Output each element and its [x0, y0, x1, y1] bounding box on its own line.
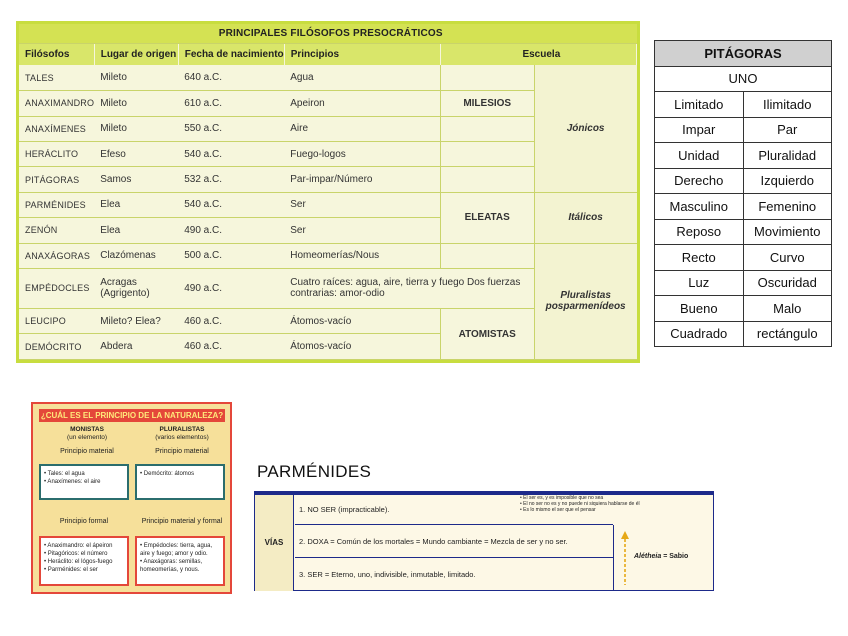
school-cell-empty: [440, 243, 534, 268]
material-left-label: Principio material: [60, 448, 114, 455]
group-italicos: Itálicos: [534, 192, 636, 243]
parmenides-title: PARMÉNIDES: [257, 462, 372, 481]
header-fecha: Fecha de nacimiento: [178, 43, 284, 65]
table-row: [19, 243, 637, 268]
header-lugar: Lugar de origen: [94, 43, 178, 65]
birth-date: 460 a.C.: [178, 309, 284, 334]
school-eleatas: ELEATAS: [440, 192, 534, 243]
pluralistas-label: PLURALISTAS: [159, 426, 205, 433]
principle: Fuego-logos: [284, 141, 440, 166]
formal-left-label: Principio formal: [59, 518, 109, 525]
school-milesios: MILESIOS: [440, 91, 534, 116]
way-text: 1. NO SER (impracticable).: [299, 505, 390, 514]
note-item: • El ser es, y es imposible que no sea: [520, 495, 604, 501]
opposite-left: Bueno: [655, 296, 744, 322]
monistas-sub: (un elemento): [66, 434, 108, 441]
pluralistas-material-box: [135, 464, 225, 500]
aletheia-cell: [613, 525, 714, 591]
place-of-origin: Elea: [94, 218, 178, 243]
aletheia-label: [634, 553, 688, 560]
group-jonicos: Jónicos: [534, 65, 636, 192]
birth-date: 550 a.C.: [178, 116, 284, 141]
opposite-right: Izquierdo: [743, 168, 832, 194]
principle: Par-impar/Número: [284, 167, 440, 192]
opposite-right: Par: [743, 117, 832, 143]
presocratics-table: [19, 24, 637, 360]
principle: Cuatro raíces: agua, aire, tierra y fuego Dos fuerzas contrarias: amor-odio: [284, 268, 534, 308]
table-row: [655, 194, 832, 220]
presocratics-table-frame: [16, 21, 640, 363]
opposite-right: Movimiento: [743, 219, 832, 245]
formal-right-label: Principio material y formal: [141, 518, 223, 525]
principle: Átomos-vacío: [284, 334, 440, 360]
place-of-origin: Abdera: [94, 334, 178, 360]
list-item: • Heráclito: el lógos-fuego: [44, 559, 113, 565]
list-item: aire y fuego; amor y odio.: [140, 551, 208, 557]
monistas-heading: [47, 426, 127, 442]
pythagoras-table: [654, 40, 832, 347]
list-item: • Parménides: el ser: [44, 567, 98, 573]
opposite-right: Femenino: [743, 194, 832, 220]
opposite-right: Curvo: [743, 245, 832, 271]
list-item: • Anaxímenes: el aire: [44, 479, 101, 485]
way-text: 2. DOXA = Común de los mortales = Mundo cambiante = Mezcla de ser y no ser.: [299, 536, 568, 546]
table-row: [655, 143, 832, 169]
table-row: [655, 168, 832, 194]
school-cell-empty: [440, 167, 534, 192]
school-cell-empty: [440, 65, 534, 90]
way-row-ser: [295, 558, 613, 591]
philosopher-name: PARMÉNIDES: [19, 192, 94, 217]
school-cell-empty: [440, 141, 534, 166]
note-item: • El no ser no es y no puede ni siquiera hablarse de él: [520, 501, 640, 507]
monistas-formal-box: [39, 536, 129, 586]
place-of-origin: Efeso: [94, 141, 178, 166]
list-item: • Anaxágoras: semillas,: [140, 559, 203, 565]
list-item: homeomerías, y nous.: [140, 567, 200, 573]
birth-date: 500 a.C.: [178, 243, 284, 268]
table-header-row: [19, 43, 637, 65]
header-principios: Principios: [284, 43, 440, 65]
place-of-origin: Mileto: [94, 65, 178, 90]
table-row: [19, 192, 637, 217]
place-of-origin: Acragas (Agrigento): [94, 268, 178, 308]
philosopher-name: LEUCIPO: [19, 309, 94, 334]
note-item: • Es lo mismo el ser que el pensar: [520, 507, 596, 513]
monistas-label: MONISTAS: [70, 426, 104, 433]
opposite-right: rectángulo: [743, 321, 832, 347]
place-of-origin: Clazómenas: [94, 243, 178, 268]
philosopher-name: ANAXIMANDRO: [19, 91, 94, 116]
nature-principle-card: [31, 402, 232, 594]
header-escuela: Escuela: [440, 43, 636, 65]
vias-label: VÍAS: [255, 495, 294, 591]
table-row: [655, 117, 832, 143]
table-title-row: [19, 24, 637, 43]
table-title: PRINCIPALES FILÓSOFOS PRESOCRÁTICOS: [19, 24, 637, 43]
group-pluralistas: Pluralistas posparmenídeos: [534, 243, 636, 360]
opposite-left: Impar: [655, 117, 744, 143]
aletheia-word: Alétheia: [634, 553, 662, 560]
school-atomistas: ATOMISTAS: [440, 309, 534, 360]
birth-date: 610 a.C.: [178, 91, 284, 116]
place-of-origin: Samos: [94, 167, 178, 192]
table-row: [655, 296, 832, 322]
way-text: 3. SER = Eterno, uno, indivisible, inmutable, limitado.: [299, 570, 476, 579]
principle: Átomos-vacío: [284, 309, 440, 334]
opposite-left: Recto: [655, 245, 744, 271]
philosopher-name: DEMÓCRITO: [19, 334, 94, 360]
table-row: [655, 92, 832, 118]
opposite-right: Ilimitado: [743, 92, 832, 118]
philosopher-name: ANAXÍMENES: [19, 116, 94, 141]
philosopher-name: ZENÓN: [19, 218, 94, 243]
list-item: • Empédocles: tierra, agua,: [140, 543, 213, 549]
philosopher-name: PITÁGORAS: [19, 167, 94, 192]
principle: Apeiron: [284, 91, 440, 116]
birth-date: 540 a.C.: [178, 192, 284, 217]
list-item: • Demócrito: átomos: [140, 471, 195, 477]
table-row: [655, 219, 832, 245]
opposite-right: Pluralidad: [743, 143, 832, 169]
pluralistas-formal-box: [135, 536, 225, 586]
way-row-doxa: [295, 525, 613, 558]
birth-date: 640 a.C.: [178, 65, 284, 90]
birth-date: 540 a.C.: [178, 141, 284, 166]
philosopher-name: TALES: [19, 65, 94, 90]
arrow-up-icon: [621, 531, 629, 585]
principle: Ser: [284, 218, 440, 243]
opposite-left: Unidad: [655, 143, 744, 169]
opposite-right: Oscuridad: [743, 270, 832, 296]
header-filosofos: Filósofos: [19, 43, 94, 65]
pythagoras-uno: UNO: [655, 66, 832, 92]
pluralistas-heading: [137, 426, 227, 442]
monistas-material-box: [39, 464, 129, 500]
sabio-word: = Sabio: [663, 553, 689, 560]
table-row: [655, 270, 832, 296]
opposite-left: Cuadrado: [655, 321, 744, 347]
presocratics-table-inner: [19, 24, 637, 360]
opposite-left: Masculino: [655, 194, 744, 220]
parmenides-ways-table: [254, 491, 714, 591]
place-of-origin: Elea: [94, 192, 178, 217]
birth-date: 460 a.C.: [178, 334, 284, 360]
philosopher-name: HERÁCLITO: [19, 141, 94, 166]
place-of-origin: Mileto? Elea?: [94, 309, 178, 334]
nature-principle-title: ¿CUÁL ES EL PRINCIPIO DE LA NATURALEZA?: [40, 411, 224, 420]
principle: Ser: [284, 192, 440, 217]
list-item: • Anaximandro: el ápeiron: [44, 543, 113, 549]
list-item: • Pitagóricos: el número: [44, 551, 108, 557]
pluralistas-sub: (varios elementos): [155, 434, 209, 441]
table-row: [655, 321, 832, 347]
opposite-right: Malo: [743, 296, 832, 322]
list-item: • Tales: el agua: [44, 471, 85, 477]
opposite-left: Limitado: [655, 92, 744, 118]
birth-date: 490 a.C.: [178, 218, 284, 243]
opposite-left: Reposo: [655, 219, 744, 245]
table-row: [655, 245, 832, 271]
principle: Aire: [284, 116, 440, 141]
place-of-origin: Mileto: [94, 116, 178, 141]
way-row-no-ser: [295, 495, 613, 525]
school-cell-empty: [440, 116, 534, 141]
pythagoras-title: PITÁGORAS: [655, 41, 832, 67]
opposite-left: Derecho: [655, 168, 744, 194]
principle: Homeomerías/Nous: [284, 243, 440, 268]
opposite-left: Luz: [655, 270, 744, 296]
philosopher-name: EMPÉDOCLES: [19, 268, 94, 308]
philosopher-name: ANAXÁGORAS: [19, 243, 94, 268]
material-right-label: Principio material: [155, 448, 209, 455]
place-of-origin: Mileto: [94, 91, 178, 116]
birth-date: 532 a.C.: [178, 167, 284, 192]
table-row: [19, 65, 637, 90]
principle: Agua: [284, 65, 440, 90]
birth-date: 490 a.C.: [178, 268, 284, 308]
